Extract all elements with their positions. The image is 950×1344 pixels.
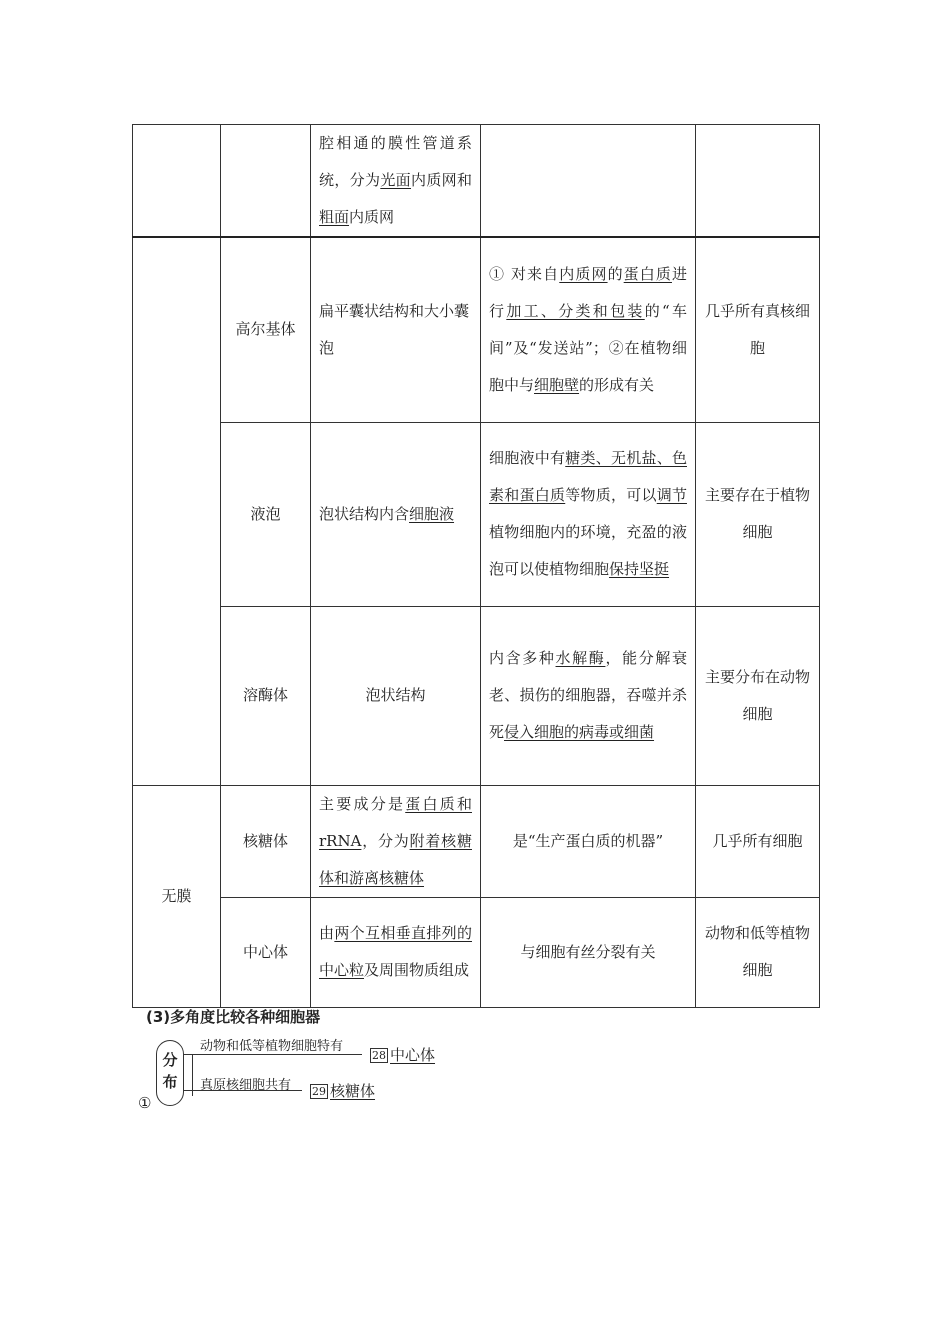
blank-number-28: 28 — [372, 1049, 386, 1062]
table-row — [133, 237, 820, 422]
ribosome-function: 是“生产蛋白质的机器” — [481, 785, 696, 897]
underlined-answer: 侵入细胞的病毒或细菌 — [504, 723, 655, 741]
branch2-label: 真原核细胞共有 — [200, 1078, 292, 1093]
golgi-structure: 扁平囊状结构和大小囊泡 — [311, 237, 481, 422]
lysosome-name: 溶酶体 — [221, 606, 311, 785]
distribution-pill — [156, 1040, 184, 1106]
text-segment: 的“车间”及“发送站”；②在植物细胞中与 — [489, 301, 687, 394]
branch2-answer-text: 核糖体 — [330, 1082, 376, 1100]
underlined-answer: 加工、分类和包装 — [506, 301, 645, 320]
text-segment: 腔相通的膜性管道系统，分为 — [319, 134, 472, 189]
ribosome-name: 核糖体 — [221, 785, 311, 897]
table-row — [133, 606, 820, 785]
lysosome-distribution: 主要分布在动物细胞 — [696, 606, 820, 785]
text-segment: 内含多种 — [489, 649, 556, 667]
table-row — [133, 422, 820, 606]
text-segment: 的 — [607, 264, 624, 283]
item-marker: ① — [138, 1094, 152, 1112]
branch1-answer — [370, 1044, 435, 1065]
text-segment: 泡状结构内含 — [319, 504, 410, 523]
text-segment: 主要成分是 — [319, 794, 406, 813]
text-segment: 进行 — [489, 264, 687, 320]
organelle-table — [132, 124, 820, 1008]
table-row — [133, 785, 820, 897]
table-row — [133, 125, 820, 238]
underlined-answer: 水解酶 — [555, 649, 606, 667]
text-segment: 内质网 — [349, 208, 395, 226]
underlined-answer: 细胞液 — [409, 504, 455, 523]
vacuole-structure — [311, 422, 481, 606]
underlined-answer: 光面 — [380, 171, 411, 189]
pill-char-top: 分 — [162, 1051, 178, 1069]
centrosome-name: 中心体 — [221, 897, 311, 1007]
text-segment: 的形成有关 — [579, 375, 655, 394]
table-row — [133, 897, 820, 1007]
section-title: (3)多角度比较各种细胞器 — [146, 1008, 321, 1026]
er-structure — [311, 125, 481, 238]
lysosome-structure: 泡状结构 — [311, 606, 481, 785]
blank-number-29: 29 — [312, 1085, 326, 1098]
text-segment: 细胞液中有 — [489, 449, 566, 467]
underlined-answer: 蛋白质和rRNA — [319, 794, 472, 850]
text-segment: ，能分解衰老、损伤的细胞器，吞噬并杀死 — [489, 649, 687, 741]
vacuole-name: 液泡 — [221, 422, 311, 606]
underlined-answer: 保持坚挺 — [609, 560, 670, 578]
text-segment: 由 — [319, 924, 335, 942]
underlined-answer: 内质网 — [559, 264, 608, 283]
ribosome-distribution: 几乎所有细胞 — [696, 785, 820, 897]
branch1-line — [184, 1054, 362, 1055]
underlined-answer: 两个互相垂直排列的中心粒 — [319, 924, 472, 979]
underlined-answer: 粗面 — [319, 208, 350, 226]
branch1-label: 动物和低等植物细胞特有 — [200, 1039, 344, 1054]
centrosome-structure — [311, 897, 481, 1007]
ribosome-structure — [311, 785, 481, 897]
text-segment: 及周围物质组成 — [364, 961, 470, 979]
centrosome-function: 与细胞有丝分裂有关 — [481, 897, 696, 1007]
branch1-answer-text: 中心体 — [390, 1046, 436, 1064]
pill-char-bottom: 布 — [162, 1073, 178, 1091]
lysosome-function — [481, 606, 696, 785]
vacuole-distribution: 主要存在于植物细胞 — [696, 422, 820, 606]
text-segment: 植物细胞内的环境，充盈的液泡可以使植物细胞 — [489, 523, 687, 578]
underlined-answer: 调节 — [656, 486, 687, 504]
golgi-function — [481, 237, 696, 422]
branch2-answer — [310, 1080, 375, 1101]
text-segment: 内质网和 — [411, 171, 472, 189]
underlined-answer: 蛋白质 — [623, 264, 672, 283]
text-segment: 等物质，可以 — [565, 486, 657, 504]
distribution-diagram — [132, 1030, 472, 1120]
underlined-answer: 糖类、无机盐、色素和蛋白质 — [489, 449, 687, 504]
golgi-name: 高尔基体 — [221, 237, 311, 422]
centrosome-distribution: 动物和低等植物细胞 — [696, 897, 820, 1007]
text-segment: ① 对来自 — [489, 264, 560, 283]
golgi-distribution: 几乎所有真核细胞 — [696, 237, 820, 422]
vacuole-function — [481, 422, 696, 606]
underlined-answer: 附着核糖体和游离核糖体 — [319, 831, 472, 887]
no-membrane-group: 无膜 — [133, 785, 221, 1007]
underlined-answer: 细胞壁 — [534, 375, 580, 394]
text-segment: ，分为 — [361, 831, 410, 850]
